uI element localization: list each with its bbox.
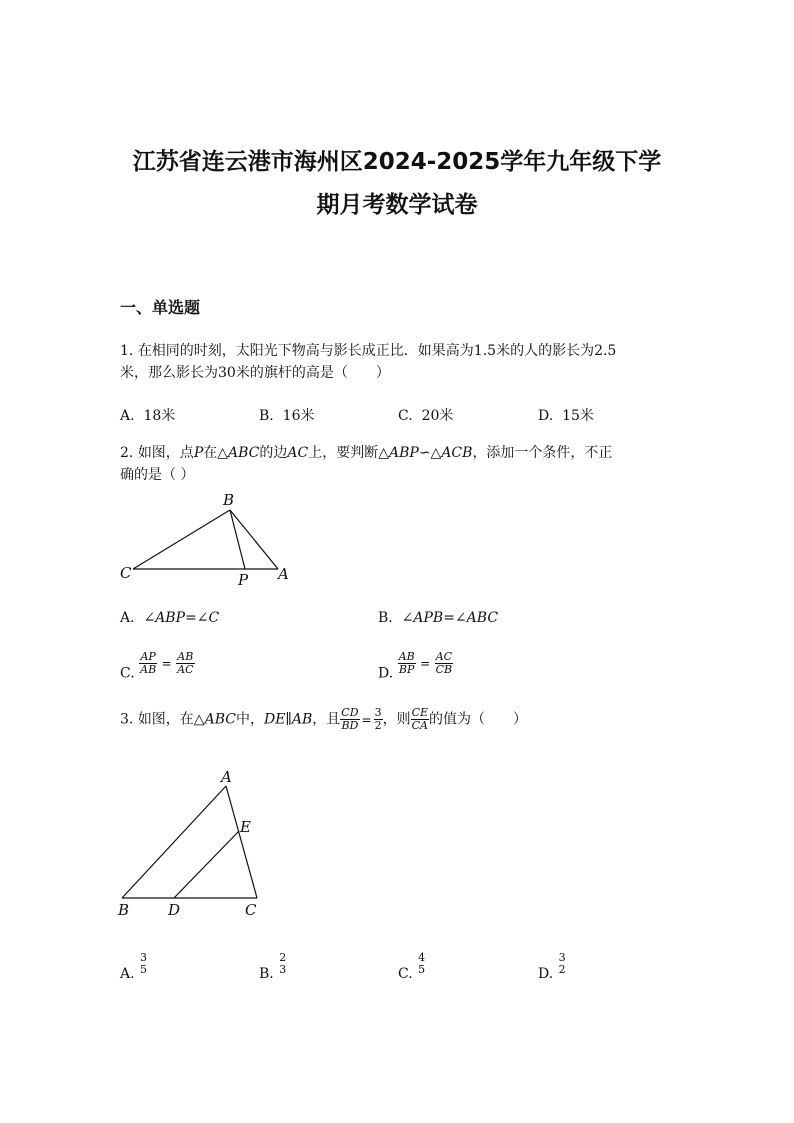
numerator: 3: [140, 951, 148, 964]
option-letter: D.: [538, 408, 554, 424]
question-2: [120, 442, 690, 486]
option-expr: ∠ABP=∠C: [143, 610, 220, 626]
segment-cb: [133, 510, 230, 569]
q2-triangle-figure: [110, 488, 310, 588]
page-title-line-1: 江苏省连云港市海州区2024-2025学年九年级下学: [132, 149, 662, 175]
q2-option-d[interactable]: [378, 651, 453, 682]
numerator: 3: [558, 951, 566, 964]
fraction: [278, 952, 287, 976]
equals: =: [420, 656, 431, 671]
label-c: C: [120, 564, 132, 582]
math-var: P: [193, 445, 204, 461]
question-2-line-1: [120, 442, 690, 464]
text: 的边: [259, 445, 288, 461]
denominator: 2: [558, 963, 566, 976]
math-var: ABC: [228, 445, 260, 461]
fraction: [176, 651, 194, 676]
segment-de: [174, 831, 239, 898]
option-expr: ∠APB=∠ABC: [401, 610, 499, 626]
fraction-ce-ca: [411, 707, 429, 732]
math-var: ABC: [204, 711, 236, 728]
numerator: 2: [279, 951, 287, 964]
question-1-line-1: [120, 340, 680, 362]
fraction: [398, 651, 416, 676]
question-number: 3.: [120, 711, 134, 728]
text: 中，: [235, 711, 264, 728]
option-text: 20米: [421, 408, 454, 424]
numerator: 3: [374, 706, 382, 719]
fraction: [139, 952, 148, 976]
q3-option-b[interactable]: [259, 952, 287, 982]
q3-triangle-figure: [110, 764, 280, 924]
option-letter: D.: [378, 665, 394, 682]
numerator: AP: [140, 650, 156, 663]
label-a: A: [221, 768, 232, 786]
math-expr: DE∥AB: [263, 711, 313, 728]
q2-option-c[interactable]: [120, 651, 195, 682]
question-text: 在相同的时刻，太阳光下物高与影长成正比．如果高为1.5米的人的影长为2.5: [137, 343, 617, 359]
label-d: D: [168, 901, 181, 919]
option-letter: C.: [398, 966, 413, 982]
question-number: 2.: [120, 445, 134, 461]
numerator: AC: [435, 650, 453, 663]
text: ，添加一个条件，不正: [472, 445, 613, 461]
fraction: [558, 952, 567, 976]
numerator: AB: [398, 650, 415, 663]
option-letter: B.: [259, 966, 274, 982]
page-title-line-2: 期月考数学试卷: [316, 192, 478, 218]
label-b: B: [223, 491, 235, 509]
text: ，则: [382, 711, 411, 728]
text: 如图，在△: [137, 711, 205, 728]
option-letter: C.: [120, 665, 135, 682]
q1-option-d[interactable]: [538, 405, 594, 425]
denominator: 5: [140, 963, 148, 976]
text: 如图，点: [137, 445, 194, 461]
question-2-line-2: 确的是（ ）: [120, 467, 195, 483]
q1-option-b[interactable]: [259, 405, 314, 425]
option-letter: B.: [259, 408, 274, 424]
segment-ba: [122, 786, 226, 898]
q3-option-d[interactable]: [538, 952, 567, 982]
q3-option-c[interactable]: [398, 952, 426, 982]
fraction: [139, 651, 157, 676]
q1-option-c[interactable]: [398, 405, 453, 425]
math-expr: ABP∽△ACB: [389, 445, 473, 461]
fraction-cd-bd: [340, 707, 359, 732]
q1-option-a[interactable]: [120, 405, 175, 425]
option-letter: B.: [378, 610, 393, 626]
option-text: 15米: [562, 408, 594, 424]
option-letter: D.: [538, 966, 554, 982]
denominator: AB: [140, 663, 157, 676]
text: ，且: [312, 711, 341, 728]
denominator: 3: [279, 963, 287, 976]
label-e: E: [240, 818, 251, 836]
label-a: A: [278, 565, 289, 583]
fraction: [417, 952, 426, 976]
option-text: 16米: [282, 408, 315, 424]
equals: =: [161, 656, 172, 671]
denominator: CB: [435, 663, 453, 676]
math-var: AC: [287, 445, 309, 461]
question-number: 1.: [120, 343, 134, 359]
denominator: 5: [418, 963, 426, 976]
question-1: [120, 340, 680, 384]
option-letter: A.: [120, 610, 135, 626]
denominator: BP: [398, 663, 415, 676]
question-1-line-2: 米，那么影长为30米的旗杆的高是（ ）: [120, 365, 390, 381]
numerator: 4: [418, 951, 426, 964]
label-b: B: [118, 901, 130, 919]
text: 的值为（ ）: [429, 711, 528, 728]
segment-ac: [226, 786, 257, 898]
fraction: [435, 651, 454, 676]
q2-option-a[interactable]: [120, 610, 219, 626]
numerator: CE: [411, 706, 429, 719]
section-heading: 一、单选题: [120, 298, 201, 317]
option-letter: A.: [120, 966, 135, 982]
denominator: AC: [177, 663, 194, 676]
numerator: AB: [177, 650, 194, 663]
denominator: CA: [411, 719, 428, 732]
label-c: C: [245, 901, 257, 919]
denominator: BD: [341, 719, 359, 732]
text: 上，要判断△: [308, 445, 389, 461]
label-p: P: [238, 571, 249, 588]
fraction-3-2: [374, 707, 383, 732]
option-letter: C.: [398, 408, 413, 424]
denominator: 2: [374, 719, 382, 732]
equals: =: [361, 712, 372, 727]
numerator: CD: [341, 706, 359, 719]
text: 在△: [203, 445, 229, 461]
option-text: 18米: [143, 408, 176, 424]
q2-option-b[interactable]: [378, 610, 498, 626]
option-letter: A.: [120, 408, 135, 424]
question-3: [120, 707, 700, 732]
q3-option-a[interactable]: [120, 952, 148, 982]
